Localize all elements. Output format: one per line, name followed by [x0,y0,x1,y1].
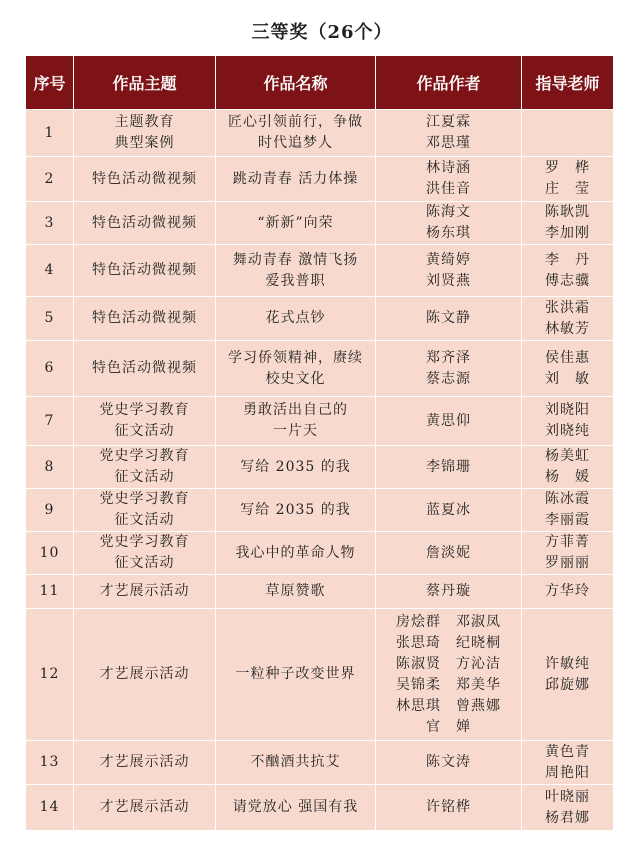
table-row [26,741,614,785]
cell-authors [376,741,522,785]
header-authors: 作品作者 [376,56,522,110]
cell-number: 1 [26,110,74,157]
cell-authors [376,245,522,297]
cell-work-name [216,741,376,785]
cell-teachers-line: 黄色青 [545,743,590,760]
cell-teachers [522,341,614,397]
cell-teachers-line: 方华玲 [545,583,590,599]
cell-work-name-line: “新新”向荣 [257,214,334,231]
table-row [26,575,614,609]
cell-authors-line: 陈文涛 [426,754,471,770]
cell-teachers-line: 庄 莹 [545,181,590,197]
awards-table [25,55,614,831]
cell-work-name [216,489,376,532]
cell-theme-line: 特色活动微视频 [92,170,197,187]
cell-teachers-line: 李丽霞 [545,512,590,528]
cell-theme [74,297,216,341]
cell-authors-line: 陈文静 [426,310,471,326]
cell-work-name-line: 匠心引领前行，争做 [228,114,363,130]
cell-theme-line: 征文活动 [114,555,175,571]
cell-teachers-line: 刘 敏 [545,370,590,387]
cell-work-name-line: 写给 2035 的我 [240,501,351,518]
table-row [26,489,614,532]
cell-work-name-line: 不酗酒共抗艾 [250,754,341,770]
cell-work-name [216,245,376,297]
table-header-row [26,56,614,110]
cell-theme-line: 党史学习教育 [99,491,190,507]
cell-authors-line: 陈淑贤 方沁洁 [396,655,501,672]
table-row [26,785,614,831]
table-row [26,157,614,202]
cell-theme [74,609,216,741]
cell-authors-line: 洪佳音 [426,181,471,197]
table-row [26,609,614,741]
cell-theme-line: 党史学习教育 [99,534,190,550]
table-row [26,245,614,297]
cell-theme-line: 特色活动微视频 [92,360,197,376]
cell-number: 5 [26,297,74,341]
cell-teachers-line: 罗 桦 [545,160,590,176]
cell-teachers-line: 陈冰霞 [545,491,590,507]
cell-authors [376,489,522,532]
cell-teachers-line: 周艳阳 [545,764,590,781]
cell-work-name-line: 我心中的革命人物 [235,544,356,561]
cell-teachers [522,609,614,741]
cell-work-name-line: 时代追梦人 [258,135,333,151]
cell-number: 12 [26,609,74,741]
cell-theme-line: 征文活动 [114,423,175,439]
cell-teachers-line: 邱旋娜 [545,676,590,693]
cell-work-name-line: 写给 2035 的我 [240,458,351,475]
cell-authors-line: 陈海文 [426,204,471,220]
cell-number: 6 [26,341,74,397]
cell-authors-line: 蓝夏冰 [426,501,471,518]
cell-teachers-line: 许敏纯 [545,655,590,672]
cell-authors-line: 房烩群 邓淑凤 [396,613,501,630]
cell-work-name-line: 跳动青春 活力体操 [232,170,359,187]
cell-theme-line: 征文活动 [114,469,175,485]
cell-number: 11 [26,575,74,609]
table-row [26,446,614,489]
cell-authors-line: 林思琪 曾燕娜 [396,697,501,714]
cell-theme [74,245,216,297]
cell-authors-line: 官 婵 [426,718,471,735]
cell-authors-line: 杨东琪 [426,225,471,241]
cell-work-name [216,202,376,245]
cell-authors [376,157,522,202]
page-title: 三等奖（26个） [251,22,393,43]
cell-teachers [522,157,614,202]
cell-authors [376,446,522,489]
cell-work-name-line: 舞动青春 激情飞扬 [232,251,359,268]
cell-teachers-line: 罗丽丽 [545,555,590,571]
cell-work-name-line: 学习侨领精神，赓续 [228,349,363,366]
cell-work-name [216,575,376,609]
table-row [26,202,614,245]
header-work-name: 作品名称 [216,56,376,110]
cell-work-name [216,297,376,341]
cell-teachers-line: 刘晓阳 [545,402,590,418]
cell-theme-line: 才艺展示活动 [99,666,190,682]
cell-theme [74,202,216,245]
cell-work-name-line: 花式点钞 [265,310,326,326]
cell-authors [376,341,522,397]
header-number: 序号 [26,56,74,110]
cell-teachers [522,532,614,575]
cell-theme [74,157,216,202]
cell-teachers-line: 刘晓纯 [545,423,590,439]
cell-number: 9 [26,489,74,532]
cell-work-name-line: 草原赞歌 [265,583,326,599]
cell-teachers-line: 林敏芳 [545,320,590,337]
cell-number: 14 [26,785,74,831]
cell-theme-line: 党史学习教育 [99,448,190,464]
cell-authors-line: 刘贤燕 [426,272,471,289]
cell-work-name [216,609,376,741]
cell-number: 2 [26,157,74,202]
header-theme: 作品主题 [74,56,216,110]
cell-work-name [216,341,376,397]
cell-work-name [216,785,376,831]
table-row [26,532,614,575]
cell-authors [376,532,522,575]
cell-authors-line: 詹淡妮 [426,544,471,561]
table-row [26,110,614,157]
cell-theme-line: 党史学习教育 [99,402,190,418]
cell-work-name [216,446,376,489]
cell-authors [376,785,522,831]
cell-authors-line: 邓思瑾 [426,135,471,151]
cell-theme [74,341,216,397]
cell-authors-line: 张思琦 纪晓桐 [396,634,501,651]
cell-number: 7 [26,397,74,446]
cell-authors [376,575,522,609]
cell-authors-line: 蔡志源 [426,370,471,387]
cell-work-name-line: 一粒种子改变世界 [235,666,356,682]
cell-teachers [522,575,614,609]
cell-teachers-line: 叶晓丽 [545,788,590,805]
cell-teachers [522,110,614,157]
cell-theme-line: 征文活动 [114,512,175,528]
cell-work-name-line: 校史文化 [265,370,326,387]
cell-theme-line: 典型案例 [114,135,175,151]
cell-teachers [522,489,614,532]
cell-authors-line: 江夏霖 [426,114,471,130]
cell-theme [74,397,216,446]
cell-theme [74,741,216,785]
cell-work-name-line: 请党放心 强国有我 [232,799,359,815]
cell-theme-line: 特色活动微视频 [92,310,197,326]
header-teachers: 指导老师 [522,56,614,110]
cell-theme-line: 才艺展示活动 [99,799,190,815]
cell-authors-line: 郑齐泽 [426,349,471,366]
cell-teachers-line: 李 丹 [545,251,590,268]
cell-authors [376,397,522,446]
cell-authors-line: 吴锦柔 郑美华 [396,676,501,693]
table-row [26,297,614,341]
cell-teachers-line: 方菲菁 [545,534,590,550]
cell-theme-line: 主题教育 [114,114,175,130]
cell-number: 13 [26,741,74,785]
cell-theme-line: 才艺展示活动 [99,583,190,599]
cell-teachers-line: 杨君娜 [545,809,590,826]
cell-teachers-line: 陈耿凯 [545,204,590,220]
cell-authors-line: 林诗涵 [426,160,471,176]
cell-authors [376,202,522,245]
cell-teachers [522,785,614,831]
cell-teachers-line: 侯佳惠 [545,349,590,366]
cell-theme [74,575,216,609]
cell-theme [74,532,216,575]
cell-authors-line: 蔡丹璇 [426,583,471,599]
cell-teachers-line: 傅志骥 [545,272,590,289]
cell-theme [74,489,216,532]
cell-teachers-line: 李加刚 [545,225,590,241]
cell-number: 8 [26,446,74,489]
cell-teachers-line: 杨美虹 [545,448,590,464]
cell-theme [74,110,216,157]
cell-theme [74,785,216,831]
cell-authors [376,110,522,157]
cell-work-name [216,110,376,157]
cell-authors [376,297,522,341]
cell-teachers-line: 杨 媛 [545,469,590,485]
cell-number: 10 [26,532,74,575]
cell-theme-line: 才艺展示活动 [99,754,190,770]
cell-authors-line: 许铭桦 [426,799,471,815]
cell-work-name-line: 一片天 [273,423,318,439]
cell-teachers [522,202,614,245]
cell-teachers [522,297,614,341]
cell-teachers-line: 张洪霜 [545,299,590,316]
cell-work-name [216,397,376,446]
cell-authors-line: 黄思仰 [426,412,471,429]
cell-theme-line: 特色活动微视频 [92,214,197,231]
cell-theme [74,446,216,489]
cell-teachers [522,446,614,489]
cell-teachers [522,397,614,446]
cell-work-name-line: 爱我普职 [265,272,326,289]
cell-authors-line: 黄绮婷 [426,251,471,268]
cell-work-name [216,532,376,575]
cell-number: 3 [26,202,74,245]
cell-work-name [216,157,376,202]
cell-theme-line: 特色活动微视频 [92,262,197,278]
table-row [26,397,614,446]
cell-teachers [522,741,614,785]
cell-teachers [522,245,614,297]
cell-number: 4 [26,245,74,297]
cell-authors-line: 李锦珊 [426,458,471,475]
table-row [26,341,614,397]
cell-authors [376,609,522,741]
cell-work-name-line: 勇敢活出自己的 [243,402,348,418]
